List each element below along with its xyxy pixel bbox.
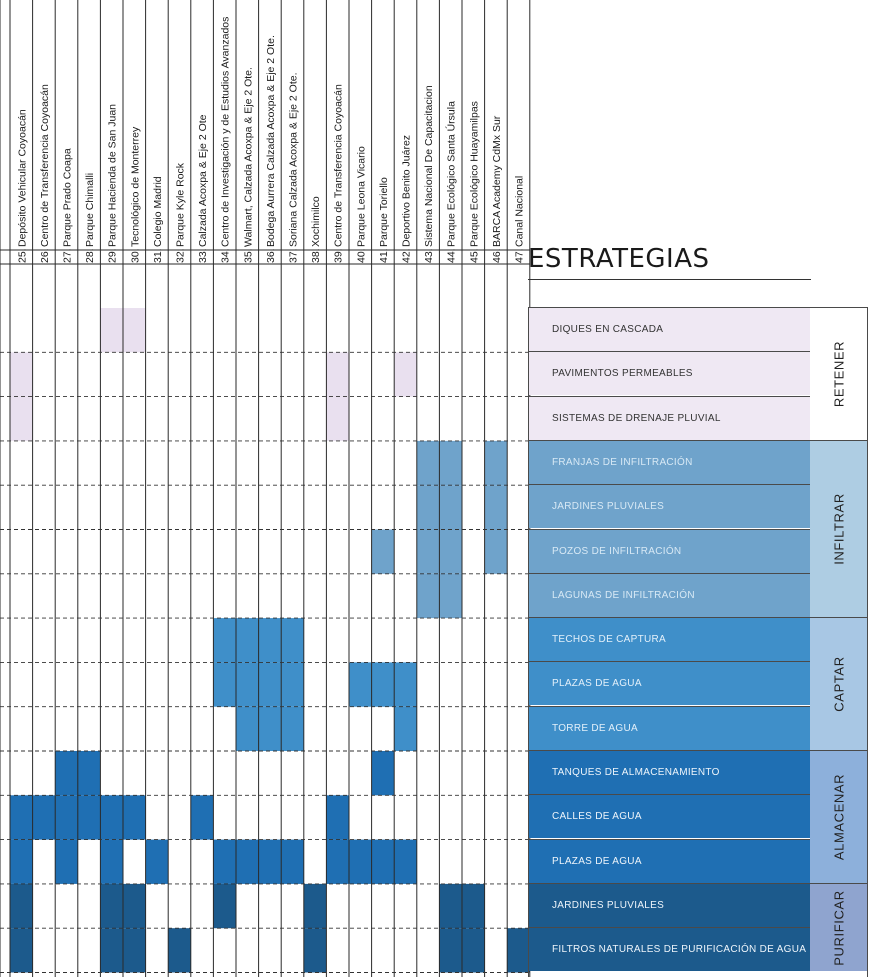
matrix-cell-42-10 <box>394 707 417 751</box>
site-number: 29. <box>106 248 119 263</box>
matrix-cell-36-13 <box>259 840 282 884</box>
site-number: 44. <box>445 248 458 263</box>
site-headers <box>16 17 525 263</box>
site-number: 28. <box>84 248 97 263</box>
matrix-cell-33-12 <box>191 795 214 839</box>
matrix-cells <box>10 308 530 973</box>
strategy-row: PLAZAS DE AGUA <box>528 661 810 705</box>
site-name: Centro de Transferencia Coyoacán <box>38 84 51 247</box>
matrix-cell-38-14 <box>304 884 327 928</box>
site-name: Xochimilco <box>310 196 323 247</box>
strategy-row: POZOS DE INFILTRACIÓN <box>528 529 810 573</box>
matrix-cell-43-7 <box>417 574 440 618</box>
matrix-cell-41-6 <box>372 530 395 574</box>
matrix-cell-34-14 <box>213 884 236 928</box>
group-label: INFILTRAR <box>831 493 847 565</box>
site-number: 39. <box>332 248 345 263</box>
matrix-cell-36-9 <box>259 662 282 706</box>
group-box-infiltrar <box>810 440 868 617</box>
matrix-cell-41-11 <box>372 751 395 795</box>
matrix-cell-31-13 <box>146 840 169 884</box>
matrix-cell-39-13 <box>326 840 349 884</box>
matrix-cell-30-15 <box>123 928 146 972</box>
site-number: 25. <box>16 248 29 263</box>
site-number: 34. <box>219 248 232 263</box>
group-box-almacenar <box>810 750 868 883</box>
strategy-row: JARDINES PLUVIALES <box>528 484 810 528</box>
matrix-cell-34-9 <box>213 662 236 706</box>
matrix-cell-39-3 <box>326 397 349 441</box>
strategy-row: FRANJAS DE INFILTRACIÓN <box>528 440 810 484</box>
matrix-cell-35-8 <box>236 618 259 662</box>
matrix-cell-25-2 <box>10 352 33 396</box>
matrix-cell-46-4 <box>485 441 508 485</box>
site-number: 36. <box>264 248 277 263</box>
site-name: Tecnológico de Monterrey <box>129 126 142 247</box>
title-underline <box>528 279 811 280</box>
matrix-cell-44-7 <box>439 574 462 618</box>
strategy-row: TORRE DE AGUA <box>528 706 810 750</box>
matrix-cell-29-15 <box>100 928 123 972</box>
matrix-cell-43-4 <box>417 441 440 485</box>
matrix-cell-47-15 <box>507 928 530 972</box>
group-box-retener <box>810 307 868 440</box>
site-number: 46. <box>490 248 503 263</box>
group-label: ALMACENAR <box>831 773 847 861</box>
site-number: 40. <box>355 248 368 263</box>
matrix-cell-30-12 <box>123 795 146 839</box>
site-name: Parque Toriello <box>377 177 390 247</box>
site-name: Parque Chimalli <box>84 172 97 247</box>
site-name: Centro de Transferencia Coyoacán <box>332 84 345 247</box>
matrix-cell-27-12 <box>55 795 78 839</box>
site-number: 27. <box>61 248 74 263</box>
matrix-cell-35-13 <box>236 840 259 884</box>
matrix-cell-37-13 <box>281 840 304 884</box>
matrix-cell-40-9 <box>349 662 372 706</box>
matrix-cell-46-6 <box>485 530 508 574</box>
matrix-cell-29-13 <box>100 840 123 884</box>
matrix-cell-42-2 <box>394 352 417 396</box>
matrix-cell-45-15 <box>462 928 485 972</box>
site-name: Calzada Acoxpa & Eje 2 Ote <box>197 114 210 247</box>
matrix-cell-42-9 <box>394 662 417 706</box>
matrix-cell-39-2 <box>326 352 349 396</box>
site-name: Centro de Investigación y de Estudios Avanzados <box>219 16 232 247</box>
matrix-cell-25-3 <box>10 397 33 441</box>
matrix-cell-25-15 <box>10 928 33 972</box>
strategy-row: FILTROS NATURALES DE PURIFICACIÓN DE AGUA <box>528 927 810 971</box>
site-name: Deportivo Benito Juárez <box>400 134 413 247</box>
site-number: 37. <box>287 248 300 263</box>
site-number: 30. <box>129 248 142 263</box>
matrix-cell-28-11 <box>78 751 101 795</box>
site-name: Parque Kyle Rock <box>174 162 187 247</box>
matrix-cell-28-12 <box>78 795 101 839</box>
site-number: 41. <box>377 248 390 263</box>
matrix-cell-37-10 <box>281 707 304 751</box>
site-number: 32. <box>174 248 187 263</box>
site-name: Colegio Madrid <box>151 176 164 247</box>
matrix-cell-41-13 <box>372 840 395 884</box>
matrix-cell-29-12 <box>100 795 123 839</box>
site-name: Parque Hacienda de San Juan <box>106 103 119 247</box>
matrix-cell-35-10 <box>236 707 259 751</box>
matrix-cell-43-6 <box>417 530 440 574</box>
matrix-cell-44-14 <box>439 884 462 928</box>
matrix-cell-26-12 <box>33 795 56 839</box>
group-box-captar <box>810 617 868 750</box>
matrix-cell-30-14 <box>123 884 146 928</box>
site-name: Sistema Nacional De Capacitacion <box>423 85 436 247</box>
group-box-purificar <box>810 883 868 972</box>
site-name: Parque Prado Coapa <box>61 148 74 247</box>
matrix-cell-44-6 <box>439 530 462 574</box>
site-name: Parque Ecológico Santa Úrsula <box>445 101 458 247</box>
site-name: BARCA Academy CdMx Sur <box>490 115 503 247</box>
strategy-row: PLAZAS DE AGUA <box>528 839 810 883</box>
matrix-cell-27-13 <box>55 840 78 884</box>
site-name: Soriana Calzada Acoxpa & Eje 2 Ote. <box>287 72 300 247</box>
matrix-cell-25-14 <box>10 884 33 928</box>
matrix-cell-35-9 <box>236 662 259 706</box>
strategy-row: SISTEMAS DE DRENAJE PLUVIAL <box>528 396 810 440</box>
matrix-cell-44-4 <box>439 441 462 485</box>
matrix-cell-42-13 <box>394 840 417 884</box>
matrix-cell-29-1 <box>100 308 123 352</box>
site-number: 38. <box>310 248 323 263</box>
site-number: 31. <box>151 248 164 263</box>
strategies-title: ESTRATEGIAS <box>528 244 710 274</box>
site-name: Walmart, Calzada Acoxpa & Eje 2 Ote. <box>242 67 255 247</box>
matrix-cell-25-13 <box>10 840 33 884</box>
matrix-cell-34-13 <box>213 840 236 884</box>
matrix-cell-39-12 <box>326 795 349 839</box>
site-number: 47. <box>513 248 526 263</box>
matrix-cell-41-9 <box>372 662 395 706</box>
matrix-cell-37-8 <box>281 618 304 662</box>
site-number: 33. <box>197 248 210 263</box>
site-number: 26. <box>38 248 51 263</box>
site-number: 43. <box>423 248 436 263</box>
matrix-cell-36-8 <box>259 618 282 662</box>
site-name: Bodega Aurrera Calzada Acoxpa & Eje 2 Ote. <box>264 35 277 247</box>
matrix-cell-45-14 <box>462 884 485 928</box>
strategy-row: JARDINES PLUVIALES <box>528 883 810 927</box>
matrix-cell-32-15 <box>168 928 191 972</box>
matrix-cell-46-5 <box>485 485 508 529</box>
site-name: Depósito Vehicular Coyoacán <box>16 109 29 247</box>
strategy-row: TANQUES DE ALMACENAMIENTO <box>528 750 810 794</box>
site-name: Canal Nacional <box>513 175 526 247</box>
strategy-row: PAVIMENTOS PERMEABLES <box>528 351 810 395</box>
matrix-cell-38-15 <box>304 928 327 972</box>
strategy-row: TECHOS DE CAPTURA <box>528 617 810 661</box>
matrix-cell-29-14 <box>100 884 123 928</box>
matrix-cell-40-13 <box>349 840 372 884</box>
matrix-cell-37-9 <box>281 662 304 706</box>
matrix-cell-30-1 <box>123 308 146 352</box>
site-name: Parque Ecológico Huayamilpas <box>468 101 481 247</box>
strategy-row: CALLES DE AGUA <box>528 794 810 838</box>
site-number: 42. <box>400 248 413 263</box>
group-label: RETENER <box>831 340 847 408</box>
matrix-cell-43-5 <box>417 485 440 529</box>
group-label: CAPTAR <box>831 656 847 712</box>
matrix-cell-44-5 <box>439 485 462 529</box>
site-name: Parque Leona Vicario <box>355 146 368 247</box>
site-number: 45. <box>468 248 481 263</box>
group-label: PURIFICAR <box>831 889 847 966</box>
matrix-cell-34-8 <box>213 618 236 662</box>
site-number: 35. <box>242 248 255 263</box>
matrix-cell-44-15 <box>439 928 462 972</box>
matrix-cell-27-11 <box>55 751 78 795</box>
matrix-cell-25-12 <box>10 795 33 839</box>
matrix-cell-36-10 <box>259 707 282 751</box>
strategy-row: DIQUES EN CASCADA <box>528 307 810 351</box>
strategy-row: LAGUNAS DE INFILTRACIÓN <box>528 573 810 617</box>
